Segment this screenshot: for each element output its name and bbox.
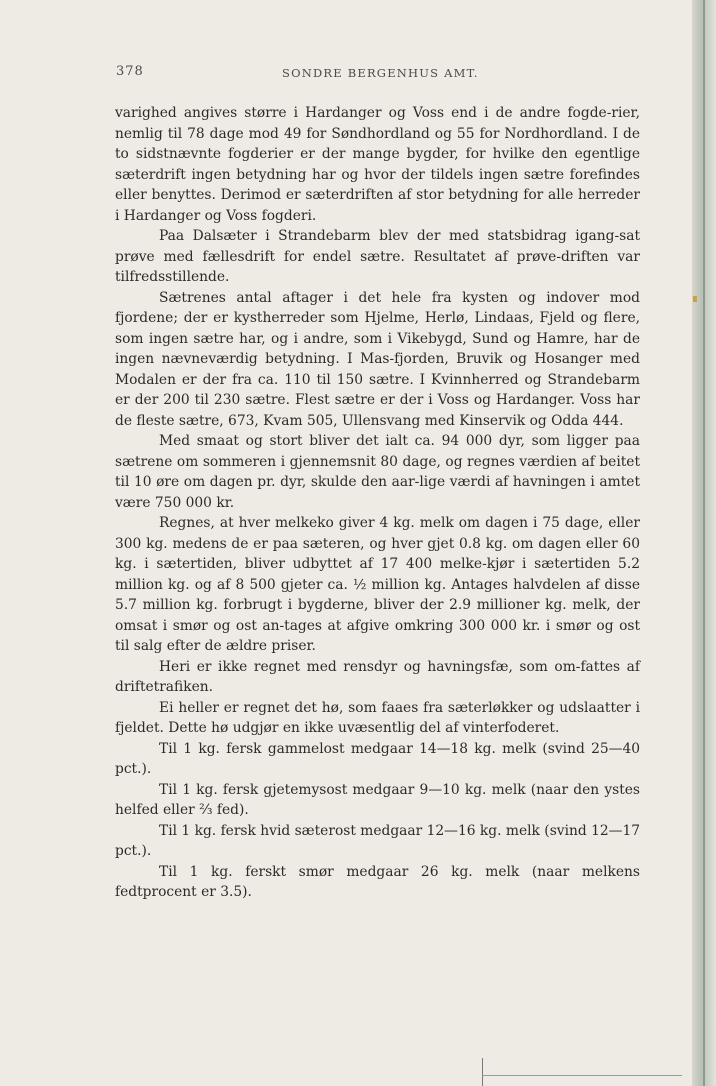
paragraph: Til 1 kg. ferskt smør medgaar 26 kg. melk (naar melkens fedtprocent er 3.5). — [115, 863, 640, 900]
paragraph: Paa Dalsæter i Strandebarm blev der med statsbidrag igang-sat prøve med fællesdrift for endel sætre. Resultatet af prøve-driften var tilfredsstillende. — [115, 228, 640, 285]
paragraph: Heri er ikke regnet med rensdyr og havningsfæ, som om-fattes af driftetrafiken. — [115, 658, 640, 695]
gutter-line — [703, 0, 705, 1086]
running-title: SONDRE BERGENHUS AMT. — [282, 66, 479, 80]
scan-edge-line — [482, 1058, 483, 1086]
paragraph: Sætrenes antal aftager i det hele fra kysten og indover mod fjordene; der er kystherreder som Hjelme, Herlø, Lindaas, Fjeld og flere, som ingen sætre har, og i andre, som i Vikebygd, Sund og Hamre, har de ingen nævneværdig betydning. I Mas-fjorden, Bruvik og Hosanger med Modalen er der fra ca. 110 til 150 sætre. I Kvinnherred og Strandebarm er der 200 til 230 sætre. Flest sætre er der i Voss og Hardanger. Voss har de fleste sætre, 673, Kvam 505, Ullensvang med Kinservik og Odda 444. — [115, 289, 640, 429]
paragraph: Til 1 kg. fersk hvid sæterost medgaar 12—16 kg. melk (svind 12—17 pct.). — [115, 822, 640, 859]
paragraph: varighed angives større i Hardanger og Voss end i de andre fogde-rier, nemlig til 78 dage mod 49 for Søndhordland og 55 for Nordhordland. I de to sidstnævnte fogderier er der mange bygder, for hvilke den egentlige sæterdrift ingen betydning har og hvor der tildels ingen sætre forefindes eller benyttes. Derimod er sæterdriften af stor betydning for alle herreder i Hardanger og Voss fogderi. — [115, 105, 640, 224]
paragraph: Ei heller er regnet det hø, som faaes fra sæterløkker og udslaatter i fjeldet. Dette hø udgjør en ikke uvæsentlig del af vinterfoderet. — [115, 699, 640, 736]
gutter-mark — [693, 296, 697, 302]
paragraph: Regnes, at hver melkeko giver 4 kg. melk om dagen i 75 dage, eller 300 kg. medens de er paa sæteren, og hver gjet 0.8 kg. om dagen eller 60 kg. i sætertiden, bliver udbyttet af 17 400 melke-kjør i sætertiden 5.2 million kg. og af 8 500 gjeter ca. ½ million kg. Antages halvdelen af disse 5.7 million kg. forbrugt i bygderne, bliver der 2.9 millioner kg. melk, der omsat i smør og ost an-tages at afgive omkring 300 000 kr. i smør og ost til salg efter de ældre priser. — [115, 515, 640, 654]
scan-edge-line — [482, 1075, 682, 1076]
paragraph: Med smaat og stort bliver det ialt ca. 94 000 dyr, som ligger paa sætrene om sommeren i gjennemsnit 80 dage, og regnes værdien af beitet til 10 øre om dagen pr. dyr, skulde den aar-lige værdi af havningen i amtet være 750 000 kr. — [115, 433, 640, 511]
body-text — [115, 103, 640, 903]
page-number: 378 — [116, 64, 144, 79]
paragraph: Til 1 kg. fersk gammelost medgaar 14—18 kg. melk (svind 25—40 pct.). — [115, 740, 640, 777]
paragraph: Til 1 kg. fersk gjetemysost medgaar 9—10 kg. melk (naar den ystes helfed eller ⅔ fed). — [115, 781, 640, 818]
